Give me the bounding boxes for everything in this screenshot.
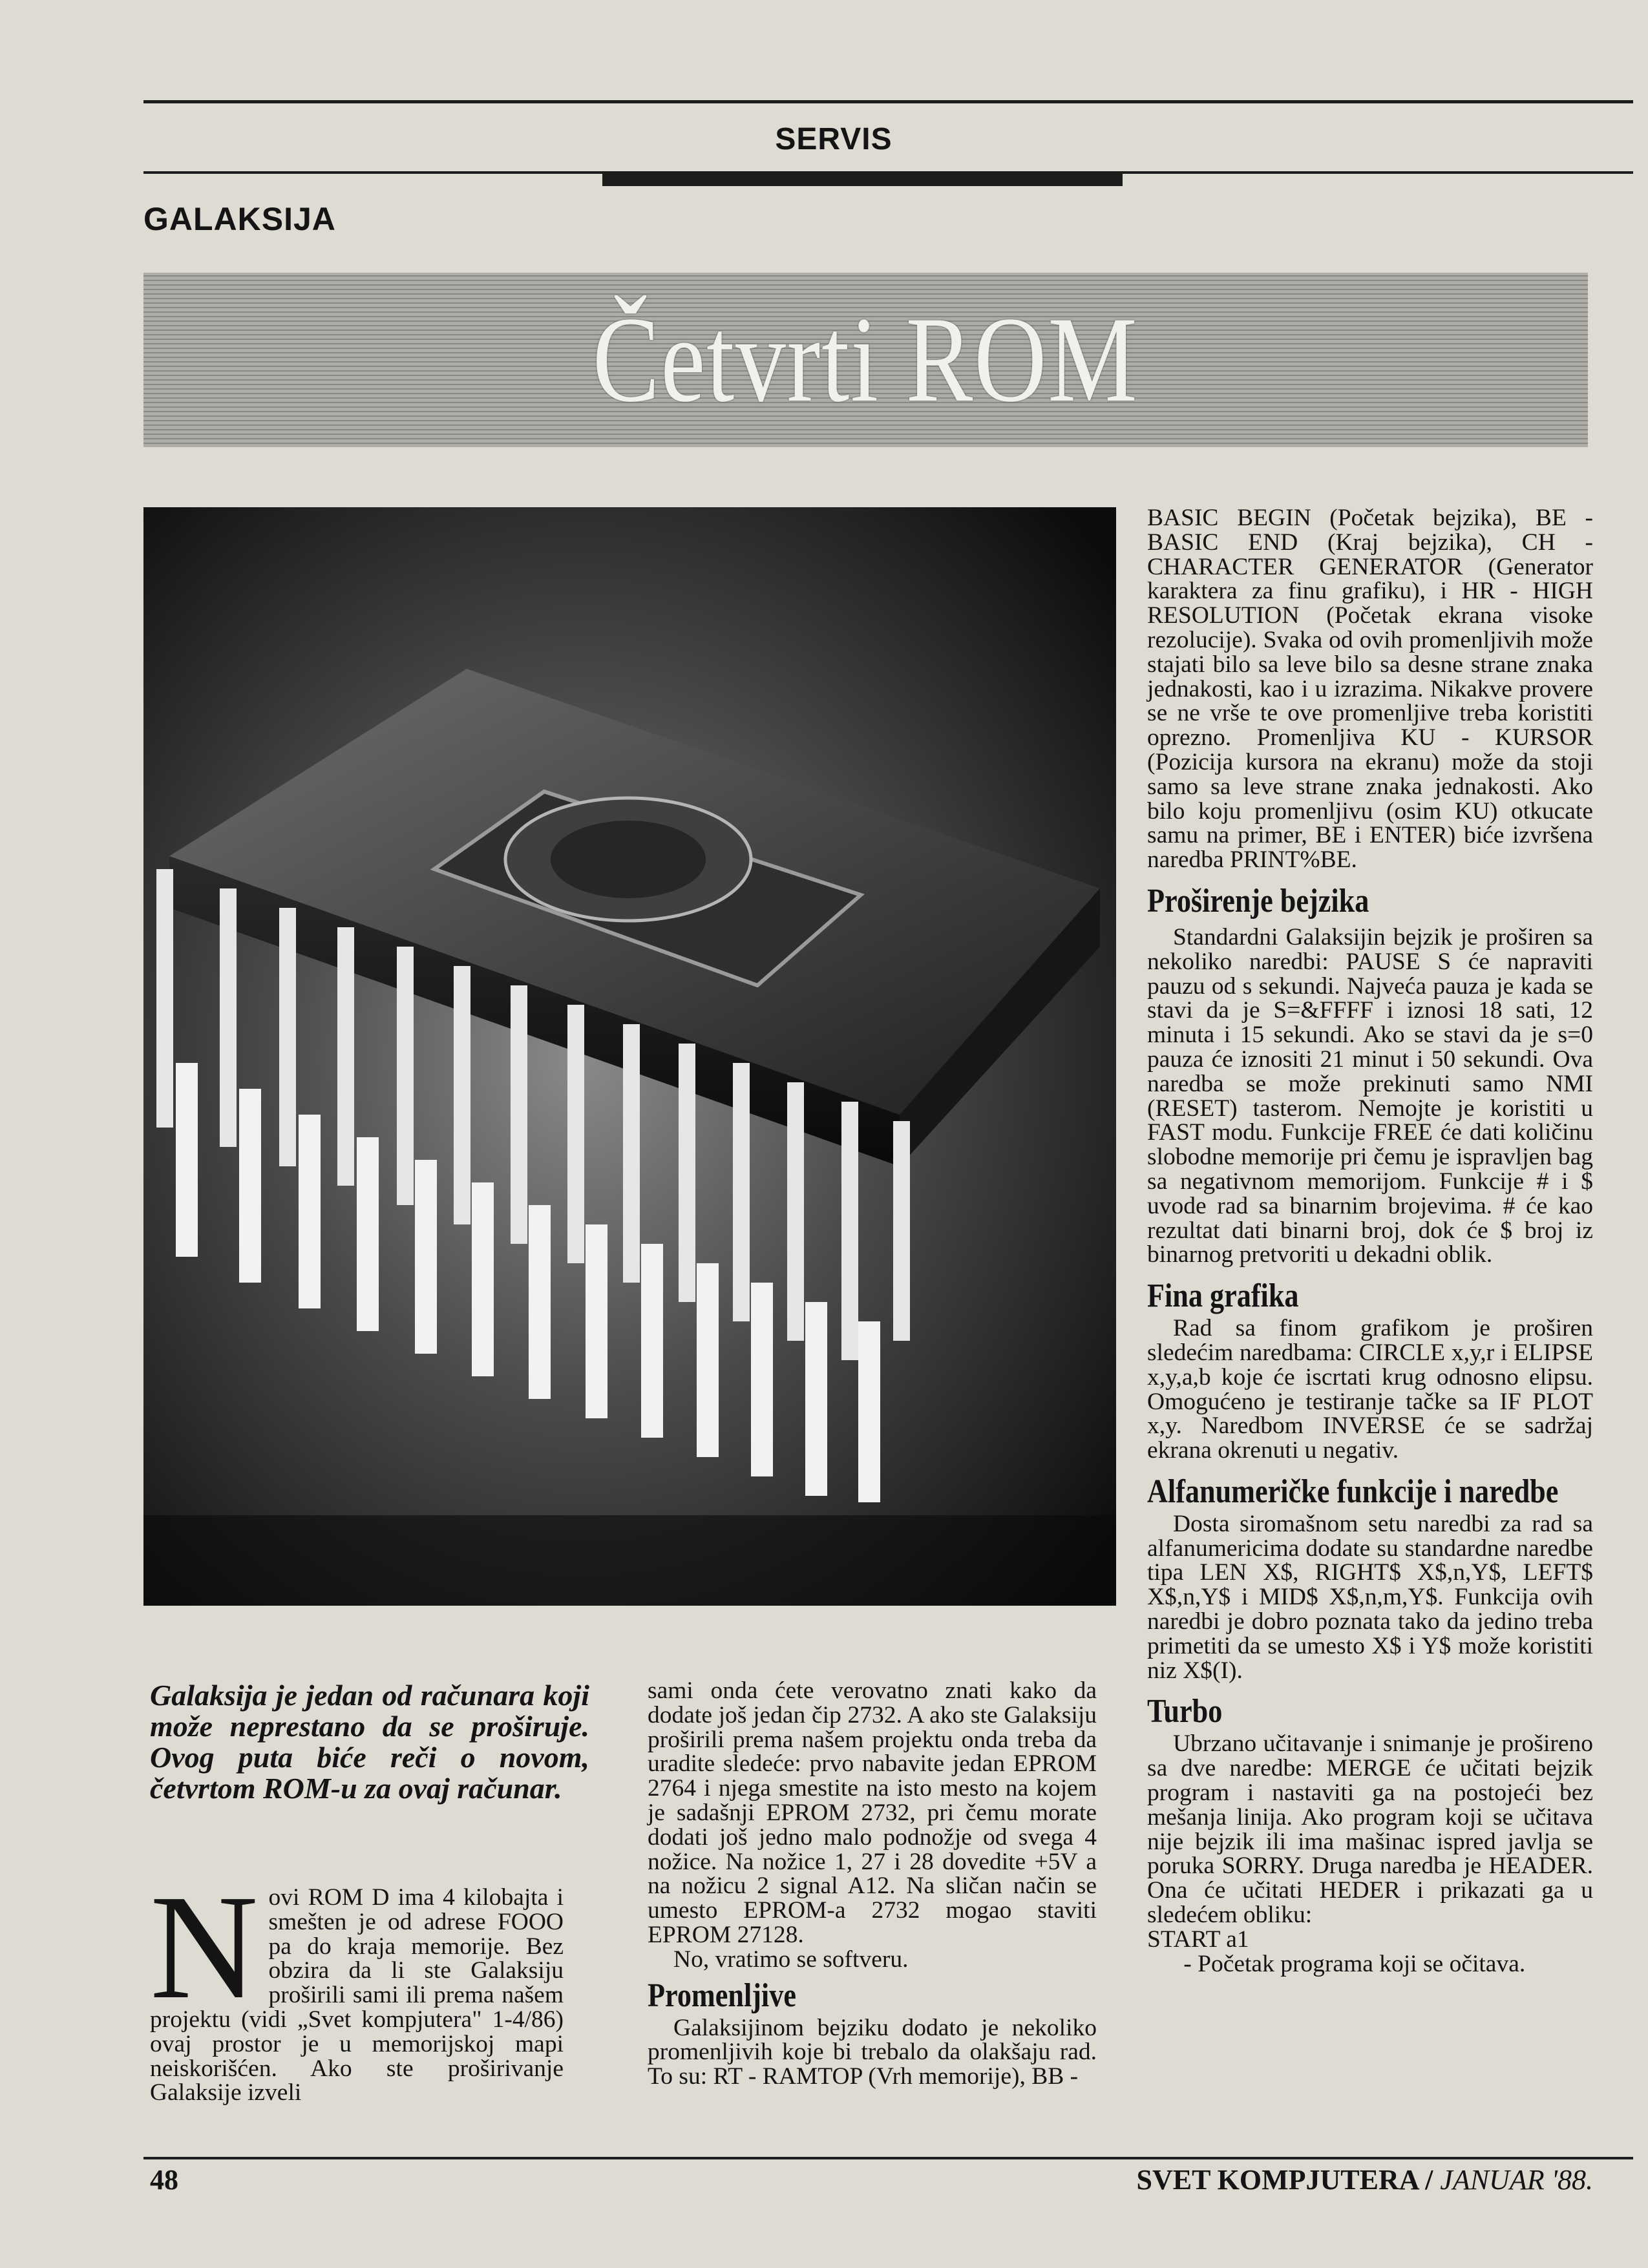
code-line-start: START a1 <box>1147 1926 1249 1953</box>
paragraph-hardware: sami onda ćete verovatno znati kako da dodate još jedan čip 2732. A ako ste Galaksiju proširili prema našem projektu onda treba da uradite sledeće: prvo nabavite jedan EPROM 2764 i njega smestite na isto mesto na kojem je sadašnji EPROM 2732, pri čemu morate dodati još jedno malo podnožje od svega 4 nožice. Na nožice 1, 27 i 28 dovedite +5V a na nožicu 2 signal A12. Na sličan način se umesto EPROM-a 2732 mogao staviti EPROM 27128. <box>648 1677 1097 1948</box>
paragraph-strings: Dosta siromašnom setu naredbi za rad sa alfanumericima dodate su standardne naredbe tipa LEN X$, RIGHT$ X$,n,Y$, LEFT$ X$,n,Y$ i MID$ X$,n,m,Y$. Funkcija ovih naredbi je dobro poznata tako da jedino treba primetiti da se umesto X$ i Y$ može koristiti niz X$(I). <box>1147 1510 1593 1684</box>
drop-cap: N <box>150 1864 259 2030</box>
paragraph-turbo: Ubrzano učitavanje i snimanje je prošireno sa dve naredbe: MERGE će učitati bejzik program i nastaviti ga na postojeći bez mešanja linija. Ako program koji se učitava nije bejzik ili ima mašinac ispred javlja se poruka SORRY. Druga naredba je HEADER. Ona će učitati HEDER i prikazati ga u sledećem obliku: <box>1147 1730 1593 1929</box>
page-number: 48 <box>150 2164 178 2196</box>
paragraph-variables-intro: Galaksijinom bejziku dodato je nekoliko promenljivih koje bi trebalo da olakšaju rad. To su: RT - RAMTOP (Vrh memorije), BB - <box>648 2014 1097 2090</box>
footer-rule <box>143 2157 1633 2159</box>
heading-alfanumericke: Alfanumeričke funkcije i naredbe <box>1147 1473 1559 1510</box>
header-bar <box>602 172 1123 186</box>
title-banner <box>143 273 1588 447</box>
heading-fina-grafika: Fina grafika <box>1147 1277 1299 1315</box>
kicker: GALAKSIJA <box>143 201 336 237</box>
article-column-3 <box>1147 506 1593 1976</box>
paragraph-graphics: Rad sa finom grafikom je proširen sledećim naredbama: CIRCLE x,y,r i ELIPSE x,y,a,b koje će iscrtati krug odnosno elipsu. Omogućeno je testiranje tačke sa IF PLOT x,y. Naredbom INVERSE će se sadržaj ekrana okrenuti u negativ. <box>1147 1315 1593 1464</box>
article-title: Četvrti ROM <box>593 292 1139 428</box>
issue-date: JANUAR '88. <box>1440 2164 1593 2196</box>
article-lead: Galaksija je jedan od računara koji može neprestano da se proširuje. Ovog puta biće reči o novom, četvrtom ROM-u za ovaj računar. <box>150 1679 589 1805</box>
footer-publication <box>1136 2163 1593 2196</box>
heading-promenljive: Promenljive <box>648 1977 796 2014</box>
heading-turbo: Turbo <box>1147 1693 1223 1730</box>
header-rule-top <box>143 100 1633 103</box>
paragraph-software: No, vratimo se softveru. <box>673 1946 909 1973</box>
eprom-chip-photo <box>143 507 1116 1606</box>
code-line-description: - Početak programa koji se očitava. <box>1147 1950 1526 1977</box>
article-column-2 <box>648 1679 1097 2089</box>
paragraph-variables: BASIC BEGIN (Početak bejzika), BE - BASIC END (Kraj bejzika), CH - CHARACTER GENERATOR (Generator karaktera za finu grafiku), i HR - HIGH RESOLUTION (Početak ekrana visoke rezolucije). Svaka od ovih promenljivih može stajati bilo sa leve bilo sa desne strane znaka jednakosti, kao i u izrazima. Nikakve provere se ne vrše te ove promenljive treba koristiti oprezno. Promenljiva KU - KURSOR (Pozicija kursora na ekranu) može da stoji samo sa leve strane znaka jednakosti. Ako bilo koju promenljivu (osim KU) otkucate samu na primer, BE i ENTER) biće izvršena naredba PRINT%BE. <box>1147 505 1593 874</box>
eprom-chip-image <box>143 507 1116 1606</box>
article-column-1 <box>150 1864 564 2106</box>
section-label: SERVIS <box>775 122 893 156</box>
paragraph-basic-extension: Standardni Galaksijin bejzik je proširen sa nekoliko naredbi: PAUSE S će napraviti pauzu od s sekundi. Najveća pauza je kada se stavi da je S=&FFFF i iznosi 18 sati, 12 minuta i 15 sekundi. Ako se stavi da je s=0 pauza će iznositi 21 minut i 50 sekundi. Ova naredba se može prekinuti samo NMI (RESET) tasterom. Nemojte je koristiti u FAST modu. Funkcije FREE će dati količinu slobodne memorije pri čemu je ispravljen bag sa negativnom memorijom. Funkcije # i $ uvode rad sa binarnim brojevima. # će kao rezultat dati binarni broj, dok će $ broj iz binarnog pretvoriti u dekadni oblik. <box>1147 923 1593 1268</box>
intro-paragraph: ovi ROM D ima 4 kilobajta i smešten je od adrese FOOO pa do kraja memorije. Bez obzira da li ste Galaksiju proširili sami ili prema našem projektu (vidi „Svet kompjutera" 1-4/86) ovaj prostor je u memorijskoj mapi neiskorišćen. Ako ste proširivanje Galaksije izveli <box>150 1884 564 2106</box>
magazine-name: SVET KOMPJUTERA / <box>1136 2164 1441 2196</box>
heading-prosirenje-bejzika: Proširenje bejzika <box>1147 882 1369 919</box>
